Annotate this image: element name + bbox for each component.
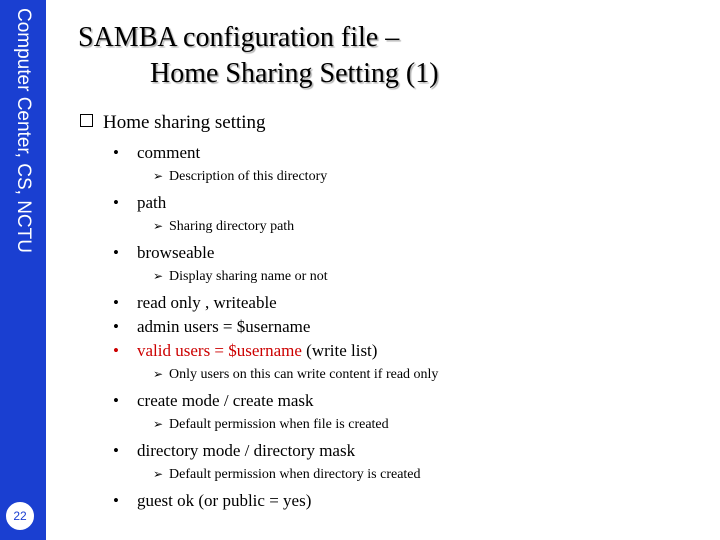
arrow-bullet-icon: ➢ bbox=[153, 467, 164, 481]
arrow-bullet-icon: ➢ bbox=[153, 219, 164, 233]
highlighted-text: valid users = $username bbox=[137, 341, 302, 360]
sidebar-title: Computer Center, CS, NCTU bbox=[13, 8, 34, 253]
list-item: • directory mode / directory mask bbox=[113, 439, 713, 463]
list-item: • read only , writeable bbox=[113, 291, 713, 315]
bullet-icon: • bbox=[113, 317, 119, 336]
page-number: 22 bbox=[6, 502, 34, 530]
arrow-bullet-icon: ➢ bbox=[153, 417, 164, 431]
arrow-bullet-icon: ➢ bbox=[153, 169, 164, 183]
bullet-icon: • bbox=[113, 243, 119, 262]
arrow-bullet-icon: ➢ bbox=[153, 367, 164, 381]
list-item: • valid users = $username (write list) bbox=[113, 339, 713, 363]
bullet-icon: • bbox=[113, 293, 119, 312]
bullet-icon: • bbox=[113, 391, 119, 410]
list-item: • browseable bbox=[113, 241, 713, 265]
sub-item: ➢ Description of this directory bbox=[113, 165, 713, 188]
sidebar bbox=[0, 0, 46, 540]
bullet-icon: • bbox=[113, 491, 119, 510]
sub-item: ➢ Default permission when directory is created bbox=[113, 463, 713, 486]
checkbox-bullet-icon bbox=[80, 114, 93, 127]
bullet-list bbox=[113, 141, 713, 513]
title-line-2: Home Sharing Setting (1) bbox=[150, 58, 439, 89]
bullet-icon: • bbox=[113, 193, 119, 212]
list-item: • path bbox=[113, 191, 713, 215]
sub-item: ➢ Default permission when file is created bbox=[113, 413, 713, 436]
list-item: • guest ok (or public = yes) bbox=[113, 489, 713, 513]
section-heading bbox=[80, 112, 266, 134]
sub-item: ➢ Sharing directory path bbox=[113, 215, 713, 238]
sub-item: ➢ Only users on this can write content if read only bbox=[113, 363, 713, 386]
bullet-icon: • bbox=[113, 341, 119, 360]
list-item: • create mode / create mask bbox=[113, 389, 713, 413]
heading-text: Home sharing setting bbox=[103, 112, 266, 133]
bullet-icon: • bbox=[113, 441, 119, 460]
slide-title bbox=[78, 20, 439, 92]
title-line-1: SAMBA configuration file – bbox=[78, 22, 400, 53]
list-item: • comment bbox=[113, 141, 713, 165]
arrow-bullet-icon: ➢ bbox=[153, 269, 164, 283]
bullet-icon: • bbox=[113, 143, 119, 162]
sub-item: ➢ Display sharing name or not bbox=[113, 265, 713, 288]
list-item: • admin users = $username bbox=[113, 315, 713, 339]
